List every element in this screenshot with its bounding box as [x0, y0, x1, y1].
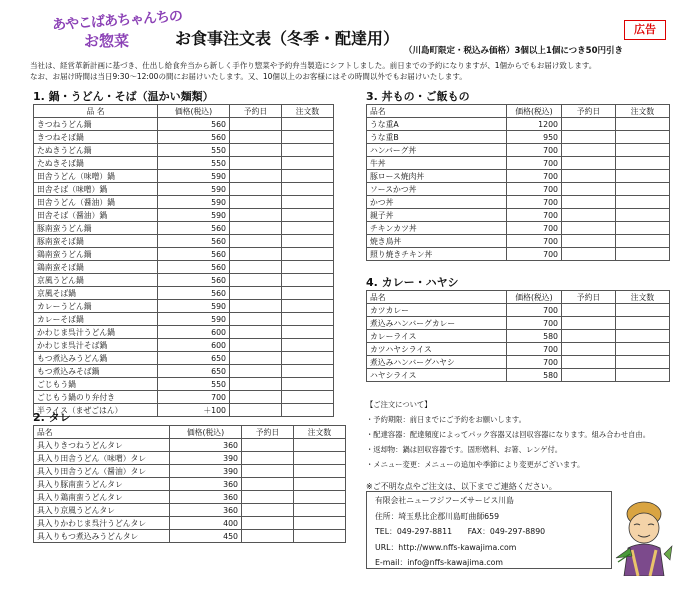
- reservation-date-cell[interactable]: [230, 391, 282, 404]
- table-row: [34, 222, 334, 235]
- table-row: [34, 365, 334, 378]
- reservation-date-cell[interactable]: [230, 196, 282, 209]
- table-row: [367, 157, 670, 170]
- item-name: 豚南蛮うどん鍋: [34, 222, 158, 235]
- order-quantity-cell[interactable]: [616, 209, 670, 222]
- reservation-date-cell[interactable]: [562, 157, 616, 170]
- order-quantity-cell[interactable]: [616, 248, 670, 261]
- table-row: [34, 157, 334, 170]
- item-price: 700: [507, 196, 562, 209]
- table-row: [34, 504, 346, 517]
- item-price: 590: [158, 209, 230, 222]
- item-name: ごじもう鍋: [34, 378, 158, 391]
- table-row: [34, 131, 334, 144]
- item-name: うな重B: [367, 131, 507, 144]
- item-name: 田舎そば（醤油）鍋: [34, 209, 158, 222]
- table-row: [34, 439, 346, 452]
- item-name: かつ丼: [367, 196, 507, 209]
- reservation-date-cell[interactable]: [242, 452, 294, 465]
- order-quantity-cell[interactable]: [294, 478, 346, 491]
- item-price: 560: [158, 222, 230, 235]
- order-quantity-cell[interactable]: [282, 352, 334, 365]
- item-name: 田舎うどん（味噌）鍋: [34, 170, 158, 183]
- table-row: [34, 452, 346, 465]
- table-header-row: [367, 105, 670, 118]
- table-row: [34, 274, 334, 287]
- order-quantity-cell[interactable]: [282, 300, 334, 313]
- item-price: 1200: [507, 118, 562, 131]
- item-name: 牛丼: [367, 157, 507, 170]
- section-noodles: [33, 89, 334, 417]
- item-name: 豚南蛮そば鍋: [34, 235, 158, 248]
- order-quantity-cell[interactable]: [282, 248, 334, 261]
- column-header: 注文数: [282, 105, 334, 118]
- item-price: 700: [507, 317, 562, 330]
- logo-text-line1: あやこばあちゃんちの: [51, 8, 183, 34]
- table-row: [34, 261, 334, 274]
- item-price: 360: [170, 478, 242, 491]
- item-price: 590: [158, 313, 230, 326]
- item-price: 700: [507, 356, 562, 369]
- reservation-date-cell[interactable]: [230, 287, 282, 300]
- table-row: [367, 144, 670, 157]
- reservation-date-cell[interactable]: [230, 131, 282, 144]
- column-header: 価格(税込): [507, 291, 562, 304]
- company-info-box: [366, 491, 612, 569]
- order-notes: [366, 397, 686, 472]
- menu-table-curry: [366, 290, 670, 382]
- item-name: 具入り京風うどんタレ: [34, 504, 170, 517]
- item-name: 煮込みハンバーグカレー: [367, 317, 507, 330]
- reservation-date-cell[interactable]: [562, 222, 616, 235]
- item-price: 700: [507, 235, 562, 248]
- inquiry-text: ※ご不明な点やご注文は、以下までご連絡ください。: [366, 482, 557, 491]
- reservation-date-cell[interactable]: [230, 248, 282, 261]
- reservation-date-cell[interactable]: [562, 369, 616, 382]
- column-header: 価格(税込): [507, 105, 562, 118]
- item-name: 具入り鶏南蛮うどんタレ: [34, 491, 170, 504]
- item-price: ＋100: [158, 404, 230, 417]
- item-price: 650: [158, 365, 230, 378]
- order-quantity-cell[interactable]: [282, 209, 334, 222]
- item-name: ハンバーグ丼: [367, 144, 507, 157]
- item-name: 具入りきつねうどんタレ: [34, 439, 170, 452]
- item-price: 560: [158, 131, 230, 144]
- item-price: 550: [158, 157, 230, 170]
- ad-badge: 広告: [624, 20, 666, 40]
- column-header: 品名: [367, 291, 507, 304]
- order-quantity-cell[interactable]: [282, 222, 334, 235]
- order-quantity-cell[interactable]: [294, 504, 346, 517]
- company-name: 有限会社ニューフジフーズサービス川島: [375, 496, 514, 505]
- table-row: [34, 478, 346, 491]
- table-row: [34, 491, 346, 504]
- reservation-date-cell[interactable]: [230, 313, 282, 326]
- item-price: 450: [170, 530, 242, 543]
- reservation-date-cell[interactable]: [230, 157, 282, 170]
- item-price: 700: [158, 391, 230, 404]
- item-price: 550: [158, 378, 230, 391]
- page-title: お食事注文表（冬季・配達用）: [175, 29, 400, 48]
- reservation-date-cell[interactable]: [230, 326, 282, 339]
- item-price: 360: [170, 439, 242, 452]
- item-name: 具入りかわじま呉汁うどんタレ: [34, 517, 170, 530]
- table-row: [367, 356, 670, 369]
- item-name: ソースかつ丼: [367, 183, 507, 196]
- item-name: かわじま呉汁そば鍋: [34, 339, 158, 352]
- table-row: [34, 248, 334, 261]
- item-name: たぬきそば鍋: [34, 157, 158, 170]
- item-name: 親子丼: [367, 209, 507, 222]
- column-header: 品 名: [34, 105, 158, 118]
- item-name: ハヤシライス: [367, 369, 507, 382]
- table-header-row: [34, 426, 346, 439]
- item-price: 700: [507, 343, 562, 356]
- grandmother-mascot-illustration: [614, 498, 674, 576]
- column-header: 注文数: [616, 105, 670, 118]
- note-item: ・予約期限：前日までにご予約をお願いします。: [366, 415, 526, 424]
- company-address: 住所：埼玉県比企郡川島町曲師659: [375, 511, 500, 521]
- item-name: 京風そば鍋: [34, 287, 158, 300]
- item-name: たぬきうどん鍋: [34, 144, 158, 157]
- table-row: [367, 131, 670, 144]
- order-quantity-cell[interactable]: [282, 118, 334, 131]
- column-header: 予約日: [230, 105, 282, 118]
- order-quantity-cell[interactable]: [282, 131, 334, 144]
- company-email[interactable]: E-mail：info@nffs-kawajima.com: [375, 558, 503, 567]
- reservation-date-cell[interactable]: [242, 491, 294, 504]
- item-name: 京風うどん鍋: [34, 274, 158, 287]
- order-quantity-cell[interactable]: [616, 330, 670, 343]
- table-row: [367, 317, 670, 330]
- table-row: [34, 391, 334, 404]
- table-row: [34, 183, 334, 196]
- order-quantity-cell[interactable]: [282, 170, 334, 183]
- reservation-date-cell[interactable]: [562, 196, 616, 209]
- reservation-date-cell[interactable]: [562, 248, 616, 261]
- order-quantity-cell[interactable]: [616, 118, 670, 131]
- company-url[interactable]: URL：http://www.nffs-kawajima.com: [375, 542, 517, 552]
- column-header: 品名: [367, 105, 507, 118]
- order-quantity-cell[interactable]: [282, 339, 334, 352]
- item-name: 具入りもつ煮込みうどんタレ: [34, 530, 170, 543]
- order-quantity-cell[interactable]: [282, 157, 334, 170]
- reservation-date-cell[interactable]: [230, 339, 282, 352]
- reservation-date-cell[interactable]: [242, 530, 294, 543]
- order-quantity-cell[interactable]: [294, 465, 346, 478]
- note-item: ・返却物：鍋は回収容器です。固形燃料、お箸、レンゲ付。: [366, 445, 563, 454]
- item-price: 560: [158, 287, 230, 300]
- reservation-date-cell[interactable]: [230, 378, 282, 391]
- table-row: [367, 209, 670, 222]
- table-row: [34, 170, 334, 183]
- reservation-date-cell[interactable]: [562, 144, 616, 157]
- table-row: [34, 530, 346, 543]
- item-price: 360: [170, 504, 242, 517]
- order-quantity-cell[interactable]: [616, 356, 670, 369]
- item-name: 鶏南蛮うどん鍋: [34, 248, 158, 261]
- table-row: [34, 326, 334, 339]
- item-price: 700: [507, 157, 562, 170]
- item-price: 360: [170, 491, 242, 504]
- item-price: 950: [507, 131, 562, 144]
- order-quantity-cell[interactable]: [282, 144, 334, 157]
- item-name: もつ煮込みそば鍋: [34, 365, 158, 378]
- item-price: 590: [158, 300, 230, 313]
- menu-table-rice-bowls: [366, 104, 670, 261]
- order-quantity-cell[interactable]: [616, 170, 670, 183]
- item-price: 560: [158, 235, 230, 248]
- order-quantity-cell[interactable]: [282, 235, 334, 248]
- item-name: 照り焼きチキン丼: [367, 248, 507, 261]
- order-quantity-cell[interactable]: [616, 343, 670, 356]
- order-quantity-cell[interactable]: [616, 222, 670, 235]
- table-row: [34, 118, 334, 131]
- reservation-date-cell[interactable]: [230, 352, 282, 365]
- item-name: 半ライス（まぜごはん）: [34, 404, 158, 417]
- order-quantity-cell[interactable]: [282, 365, 334, 378]
- intro-line-1: 当社は、経営革新計画に基づき、仕出し給食弁当から新しく手作り惣菜や予約弁当製造にシフトしました。前日までの予約になりますが、1個からでもお届け致します。: [30, 61, 597, 70]
- reservation-date-cell[interactable]: [562, 356, 616, 369]
- table-row: [367, 183, 670, 196]
- item-name: チキンカツ丼: [367, 222, 507, 235]
- section-title: 2. タレ: [33, 411, 71, 424]
- item-name: カツカレー: [367, 304, 507, 317]
- item-price: 700: [507, 209, 562, 222]
- item-name: もつ煮込みうどん鍋: [34, 352, 158, 365]
- reservation-date-cell[interactable]: [562, 304, 616, 317]
- reservation-date-cell[interactable]: [562, 209, 616, 222]
- item-name: 具入り田舎うどん（醤油）タレ: [34, 465, 170, 478]
- item-price: 590: [158, 170, 230, 183]
- item-name: かわじま呉汁うどん鍋: [34, 326, 158, 339]
- item-name: カレーライス: [367, 330, 507, 343]
- item-price: 600: [158, 339, 230, 352]
- reservation-date-cell[interactable]: [230, 365, 282, 378]
- order-quantity-cell[interactable]: [282, 287, 334, 300]
- reservation-date-cell[interactable]: [562, 235, 616, 248]
- table-header-row: [367, 291, 670, 304]
- table-header-row: [34, 105, 334, 118]
- logo: [51, 8, 183, 54]
- order-quantity-cell[interactable]: [616, 317, 670, 330]
- order-quantity-cell[interactable]: [616, 369, 670, 382]
- reservation-date-cell[interactable]: [230, 274, 282, 287]
- table-row: [34, 300, 334, 313]
- order-quantity-cell[interactable]: [294, 491, 346, 504]
- table-row: [367, 343, 670, 356]
- section-curry: [366, 275, 670, 382]
- order-quantity-cell[interactable]: [616, 144, 670, 157]
- reservation-date-cell[interactable]: [230, 170, 282, 183]
- column-header: 品名: [34, 426, 170, 439]
- order-quantity-cell[interactable]: [282, 196, 334, 209]
- order-quantity-cell[interactable]: [294, 452, 346, 465]
- table-row: [367, 196, 670, 209]
- order-quantity-cell[interactable]: [616, 157, 670, 170]
- reservation-date-cell[interactable]: [230, 183, 282, 196]
- reservation-date-cell[interactable]: [230, 300, 282, 313]
- order-quantity-cell[interactable]: [294, 530, 346, 543]
- item-name: カツハヤシライス: [367, 343, 507, 356]
- order-quantity-cell[interactable]: [616, 196, 670, 209]
- table-row: [367, 248, 670, 261]
- item-price: 700: [507, 183, 562, 196]
- reservation-date-cell[interactable]: [562, 343, 616, 356]
- order-quantity-cell[interactable]: [282, 378, 334, 391]
- reservation-date-cell[interactable]: [230, 261, 282, 274]
- item-name: うな重A: [367, 118, 507, 131]
- reservation-date-cell[interactable]: [230, 235, 282, 248]
- item-price: 550: [158, 144, 230, 157]
- item-name: 煮込みハンバーグハヤシ: [367, 356, 507, 369]
- reservation-date-cell[interactable]: [242, 478, 294, 491]
- intro-line-2: なお、お届け時間は当日9:30～12:00の間にお届けいたします。又、10個以上のお客様にはその時間以外でもお届けいたします。: [30, 72, 467, 81]
- item-name: 田舎そば（味噌）鍋: [34, 183, 158, 196]
- table-row: [34, 235, 334, 248]
- item-name: 具入り豚南蛮うどんタレ: [34, 478, 170, 491]
- reservation-date-cell[interactable]: [230, 222, 282, 235]
- table-row: [367, 235, 670, 248]
- order-quantity-cell[interactable]: [294, 439, 346, 452]
- item-name: 豚ロース焼肉丼: [367, 170, 507, 183]
- reservation-date-cell[interactable]: [242, 504, 294, 517]
- note-item: ・配達容器：配達頻度によってパック容器又は回収容器になります。組み合わせ自由。: [366, 430, 650, 439]
- table-row: [34, 144, 334, 157]
- logo-text-line2: お惣菜: [84, 32, 130, 50]
- item-name: 鶏南蛮そば鍋: [34, 261, 158, 274]
- column-header: 注文数: [294, 426, 346, 439]
- reservation-date-cell[interactable]: [230, 118, 282, 131]
- section-title: 3. 丼もの・ご飯もの: [366, 90, 470, 103]
- item-name: カレーそば鍋: [34, 313, 158, 326]
- item-price: 560: [158, 261, 230, 274]
- column-header: 予約日: [242, 426, 294, 439]
- table-row: [367, 170, 670, 183]
- reservation-date-cell[interactable]: [562, 170, 616, 183]
- table-row: [34, 313, 334, 326]
- item-name: 具入り田舎うどん（味噌）タレ: [34, 452, 170, 465]
- column-header: 予約日: [562, 105, 616, 118]
- table-row: [367, 330, 670, 343]
- item-name: 焼き鳥丼: [367, 235, 507, 248]
- reservation-date-cell[interactable]: [242, 439, 294, 452]
- column-header: 予約日: [562, 291, 616, 304]
- order-quantity-cell[interactable]: [616, 183, 670, 196]
- price-subnote: （川島町限定・税込み価格）3個以上1個につき50円引き: [404, 46, 623, 56]
- reservation-date-cell[interactable]: [242, 517, 294, 530]
- company-phone: TEL：049-297-8811 FAX：049-297-8890: [375, 527, 546, 536]
- reservation-date-cell[interactable]: [562, 118, 616, 131]
- item-price: 560: [158, 118, 230, 131]
- table-row: [34, 352, 334, 365]
- note-item: ・メニュー変更：メニューの追加や季節により変更がございます。: [366, 460, 585, 469]
- table-row: [367, 118, 670, 131]
- item-price: 560: [158, 274, 230, 287]
- column-header: 価格(税込): [170, 426, 242, 439]
- reservation-date-cell[interactable]: [562, 330, 616, 343]
- order-quantity-cell[interactable]: [282, 183, 334, 196]
- order-quantity-cell[interactable]: [616, 304, 670, 317]
- item-name: きつねそば鍋: [34, 131, 158, 144]
- order-quantity-cell[interactable]: [616, 235, 670, 248]
- reservation-date-cell[interactable]: [562, 317, 616, 330]
- item-name: ごじもう鍋のり弁付き: [34, 391, 158, 404]
- table-row: [34, 378, 334, 391]
- item-price: 700: [507, 222, 562, 235]
- item-price: 590: [158, 183, 230, 196]
- table-row: [367, 304, 670, 317]
- table-row: [367, 222, 670, 235]
- column-header: 価格(税込): [158, 105, 230, 118]
- notes-heading: 【ご注文について】: [366, 400, 432, 409]
- item-name: カレーうどん鍋: [34, 300, 158, 313]
- item-price: 650: [158, 352, 230, 365]
- section-sauce: [33, 410, 346, 543]
- item-price: 590: [158, 196, 230, 209]
- reservation-date-cell[interactable]: [562, 131, 616, 144]
- item-price: 390: [170, 452, 242, 465]
- reservation-date-cell[interactable]: [230, 144, 282, 157]
- order-quantity-cell[interactable]: [616, 131, 670, 144]
- table-row: [34, 465, 346, 478]
- section-title: 1. 鍋・うどん・そば（温かい麺類）: [33, 90, 214, 103]
- item-price: 700: [507, 170, 562, 183]
- item-price: 400: [170, 517, 242, 530]
- item-price: 700: [507, 304, 562, 317]
- item-price: 390: [170, 465, 242, 478]
- table-row: [34, 209, 334, 222]
- order-quantity-cell[interactable]: [282, 391, 334, 404]
- item-price: 580: [507, 330, 562, 343]
- item-price: 560: [158, 248, 230, 261]
- menu-table-noodles: [33, 104, 334, 417]
- order-quantity-cell[interactable]: [294, 517, 346, 530]
- item-price: 700: [507, 144, 562, 157]
- item-price: 600: [158, 326, 230, 339]
- section-title: 4. カレー・ハヤシ: [366, 276, 459, 289]
- order-quantity-cell[interactable]: [282, 274, 334, 287]
- table-row: [34, 339, 334, 352]
- reservation-date-cell[interactable]: [242, 465, 294, 478]
- section-rice-bowls: [366, 89, 670, 261]
- order-quantity-cell[interactable]: [282, 326, 334, 339]
- column-header: 注文数: [616, 291, 670, 304]
- intro-text: [30, 60, 680, 82]
- table-row: [367, 369, 670, 382]
- order-quantity-cell[interactable]: [282, 261, 334, 274]
- table-row: [34, 287, 334, 300]
- table-row: [34, 196, 334, 209]
- item-name: きつねうどん鍋: [34, 118, 158, 131]
- item-price: 700: [507, 248, 562, 261]
- item-name: 田舎うどん（醤油）鍋: [34, 196, 158, 209]
- reservation-date-cell[interactable]: [230, 209, 282, 222]
- table-row: [34, 517, 346, 530]
- reservation-date-cell[interactable]: [562, 183, 616, 196]
- item-price: 580: [507, 369, 562, 382]
- order-quantity-cell[interactable]: [282, 313, 334, 326]
- menu-table-sauce: [33, 425, 346, 543]
